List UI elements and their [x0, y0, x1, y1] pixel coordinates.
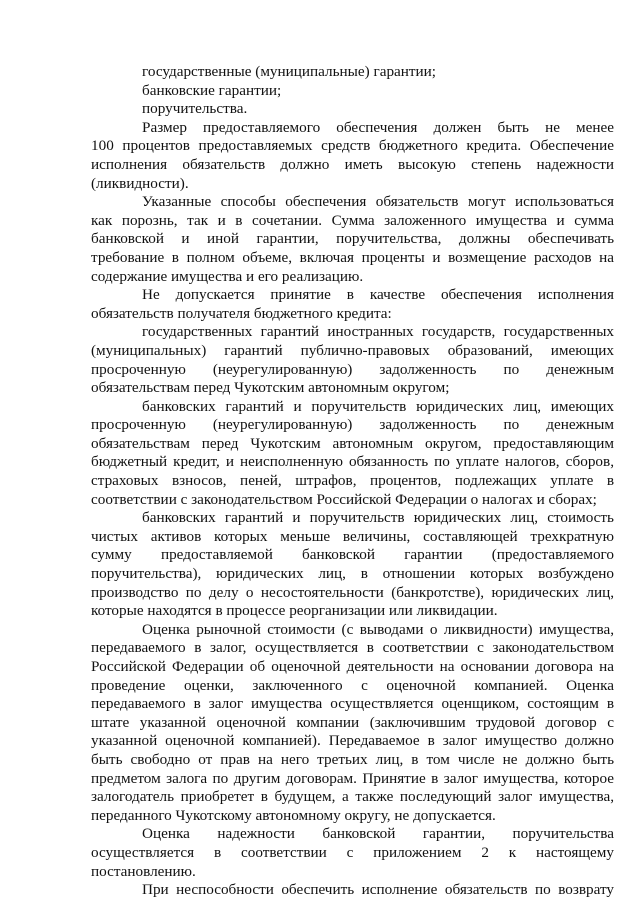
- text-line: Оценка надежности банковской гарантии, поручительства: [142, 825, 614, 843]
- document-body: [91, 63, 614, 900]
- text-line: передаваемого в залог имущества осуществляется оценщиком, состоящим в: [91, 695, 614, 713]
- text-line: обязательств получателя бюджетного кредита:: [91, 304, 392, 322]
- text-line: предметом залога по другим договорам. Принятие в залог имущества, которое: [91, 769, 614, 787]
- text-line: которые находятся в процессе реорганизации или ликвидации.: [91, 602, 498, 620]
- text-line: банковских гарантий и поручительств юридических лиц, стоимость: [142, 509, 614, 527]
- text-line: передаваемого в залог, осуществляется в соответствии с законодательством: [91, 639, 614, 657]
- text-line: Оценка рыночной стоимости (с выводами о ликвидности) имущества,: [142, 620, 614, 638]
- text-line: штате указанной оценочной компании (заключившим трудовой договор с: [91, 713, 614, 731]
- text-line: государственных гарантий иностранных государств, государственных: [142, 323, 614, 341]
- text-line: содержание имущества и его реализацию.: [91, 267, 364, 285]
- text-line: Размер предоставляемого обеспечения должен быть не менее: [142, 118, 614, 136]
- text-line: банковские гарантии;: [142, 81, 282, 99]
- text-line: требование в полном объеме, включая проценты и возмещение расходов на: [91, 248, 614, 266]
- text-line: страховых взносов, пеней, штрафов, процентов, подлежащих уплате в: [91, 472, 614, 490]
- text-line: обязательствам перед Чукотским автономным округом, предоставляющим: [91, 434, 614, 452]
- text-line: сумму предоставляемой банковской гарантии (предоставляемого: [91, 546, 614, 564]
- text-line: постановлению.: [91, 862, 196, 880]
- text-line: (ликвидности).: [91, 174, 189, 192]
- text-line: поручительства), юридических лиц, в отношении которых возбуждено: [91, 565, 614, 583]
- text-line: Указанные способы обеспечения обязательств могут использоваться: [142, 193, 614, 211]
- text-line: просроченную (неурегулированную) задолженность по денежным: [91, 416, 614, 434]
- text-line: залогодатель приобретет в будущем, а также последующий залог имущества,: [91, 788, 614, 806]
- text-line: соответствии с законодательством Российской Федерации о налогах и сборах;: [91, 490, 597, 508]
- text-line: поручительства.: [142, 100, 248, 118]
- text-line: осуществляется в соответствии с приложением 2 к настоящему: [91, 843, 614, 861]
- text-line: производство по делу о несостоятельности (банкротстве), юридических лиц,: [91, 583, 614, 601]
- text-line: просроченную (неурегулированную) задолженность по денежным: [91, 360, 614, 378]
- text-line: исполнения обязательств должно иметь высокую степень надежности: [91, 155, 614, 173]
- text-line: (муниципальных) гарантий публично-правовых образований, имеющих: [91, 341, 614, 359]
- text-line: государственные (муниципальные) гарантии;: [142, 63, 437, 80]
- text-line: 100 процентов предоставляемых средств бюджетного кредита. Обеспечение: [91, 137, 614, 155]
- text-line: переданного Чукотскому автономному округу, не допускается.: [91, 806, 496, 824]
- text-line: проведение оценки, заключенного с оценочной компанией. Оценка: [91, 676, 614, 694]
- text-line: чистых активов которых меньше величины, составляющей трехкратную: [91, 527, 614, 545]
- text-line: как порознь, так и в сочетании. Сумма заложенного имущества и сумма: [91, 211, 614, 229]
- text-line: банковских гарантий и поручительств юридических лиц, имеющих: [142, 397, 614, 415]
- text-line: обязательствам перед Чукотским автономным округом;: [91, 379, 450, 397]
- text-line: При неспособности обеспечить исполнение обязательств по возврату: [142, 881, 614, 899]
- text-line: указанной оценочной компанией). Передаваемое в залог имущество должно: [91, 732, 614, 750]
- text-line: бюджетный кредит, и неисполненную обязанность по уплате налогов, сборов,: [91, 453, 614, 471]
- text-line: банковской и иной гарантии, поручительства, должны обеспечивать: [91, 230, 614, 248]
- text-line: Не допускается принятие в качестве обеспечения исполнения: [142, 286, 614, 304]
- text-line: Российской Федерации об оценочной деятельности на основании договора на: [91, 658, 614, 675]
- text-line: быть свободно от прав на него третьих лиц, в том числе не должно быть: [91, 750, 614, 768]
